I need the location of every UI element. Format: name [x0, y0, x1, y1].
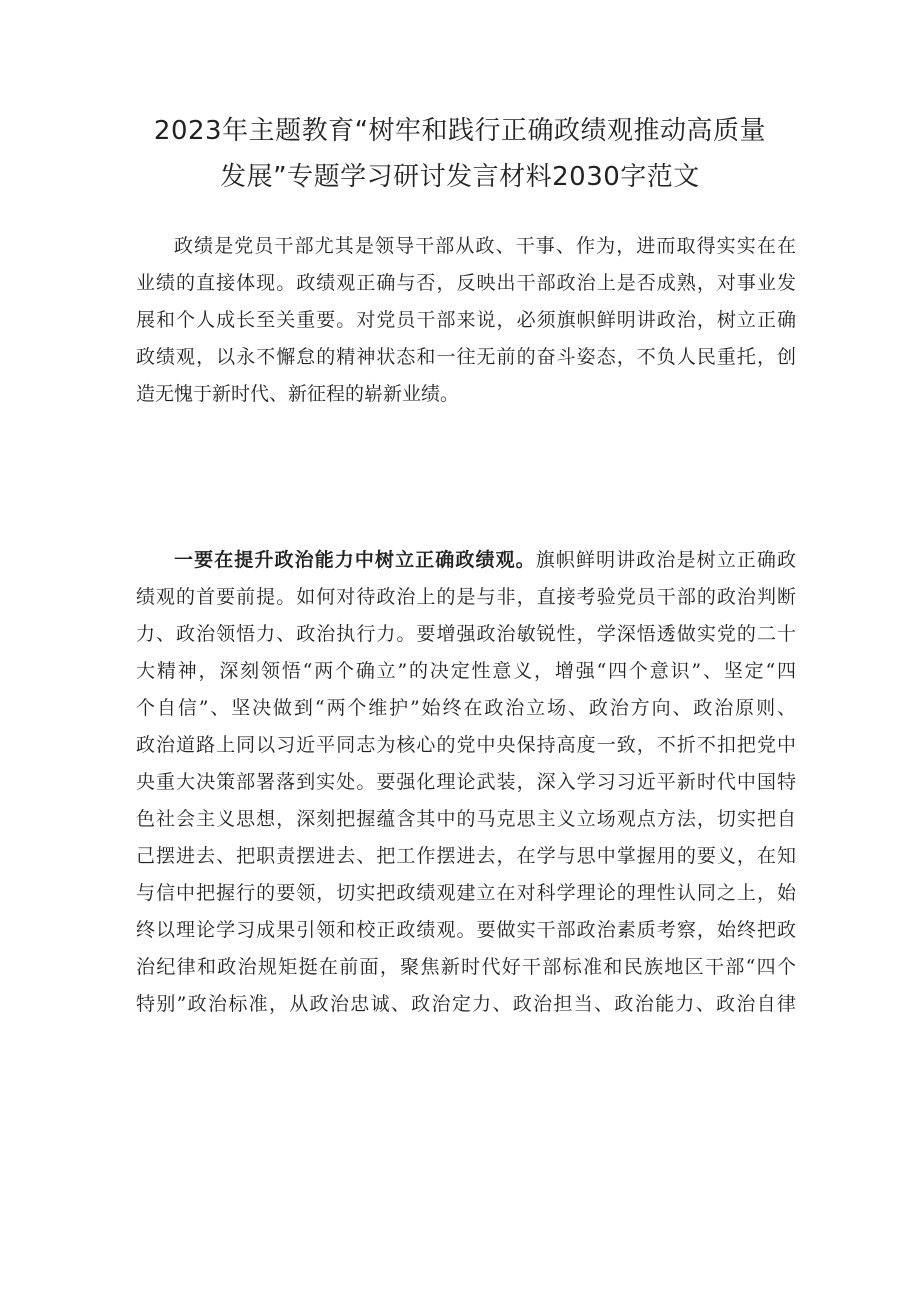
paragraph-intro — [136, 228, 796, 413]
paragraph-line: 业绩的直接体现。政绩观正确与否，反映出干部政治上是否成熟，对事业发 — [136, 272, 796, 294]
paragraph-line: 展和个人成长至关重要。对党员干部来说，必须旗帜鲜明讲政治，树立正确 — [136, 309, 796, 331]
paragraph-line-rest: 旗帜鲜明讲政治是树立正确政 — [535, 549, 796, 571]
paragraph-line: 绩观的首要前提。如何对待政治上的是与非，直接考验党员干部的政治判断 — [136, 586, 796, 608]
paragraph-political-ability — [136, 542, 796, 1023]
title-line-2: 发展”专题学习研讨发言材料2030字范文 — [220, 162, 700, 192]
paragraph-line: 政绩是党员干部尤其是领导干部从政、干事、作为，进而取得实实在在 — [174, 235, 796, 257]
paragraph-line: 色社会主义思想，深刻把握蕴含其中的马克思主义立场观点方法，切实把自 — [136, 808, 796, 830]
paragraph-line: 政治道路上同以习近平同志为核心的党中央保持高度一致，不折不扣把党中 — [136, 734, 796, 756]
paragraph-line: 己摆进去、把职责摆进去、把工作摆进去，在学与思中掌握用的要义，在知 — [136, 845, 796, 867]
paragraph-line: 特别”政治标准，从政治忠诚、政治定力、政治担当、政治能力、政治自律 — [136, 993, 796, 1015]
paragraph-line: 终以理论学习成果引领和校正政绩观。要做实干部政治素质考察，始终把政 — [136, 919, 796, 941]
paragraph-line: 个自信”、坚决做到“两个维护”始终在政治立场、政治方向、政治原则、 — [136, 697, 796, 719]
paragraph-line: 大精神，深刻领悟“两个确立”的决定性意义，增强“四个意识”、坚定“四 — [136, 660, 796, 682]
paragraph-line: 造无愧于新时代、新征程的崭新业绩。 — [136, 383, 460, 405]
paragraph-line: 央重大决策部署落到实处。要强化理论武装，深入学习习近平新时代中国特 — [136, 771, 796, 793]
paragraph-line: 治纪律和政治规矩挺在前面，聚焦新时代好干部标准和民族地区干部“四个 — [136, 956, 796, 978]
document-title — [100, 108, 820, 200]
section-heading: 一要在提升政治能力中树立正确政绩观。 — [174, 549, 536, 571]
paragraph-line: 与信中把握行的要领，切实把政绩观建立在对科学理论的理性认同之上，始 — [136, 882, 796, 904]
paragraph-first-line — [136, 542, 796, 579]
paragraph-line: 力、政治领悟力、政治执行力。要增强政治敏锐性，学深悟透做实党的二十 — [136, 623, 796, 645]
title-line-1: 2023年主题教育“树牢和践行正确政绩观推动高质量 — [153, 116, 767, 146]
paragraph-line: 政绩观，以永不懈怠的精神状态和一往无前的奋斗姿态，不负人民重托，创 — [136, 346, 796, 368]
